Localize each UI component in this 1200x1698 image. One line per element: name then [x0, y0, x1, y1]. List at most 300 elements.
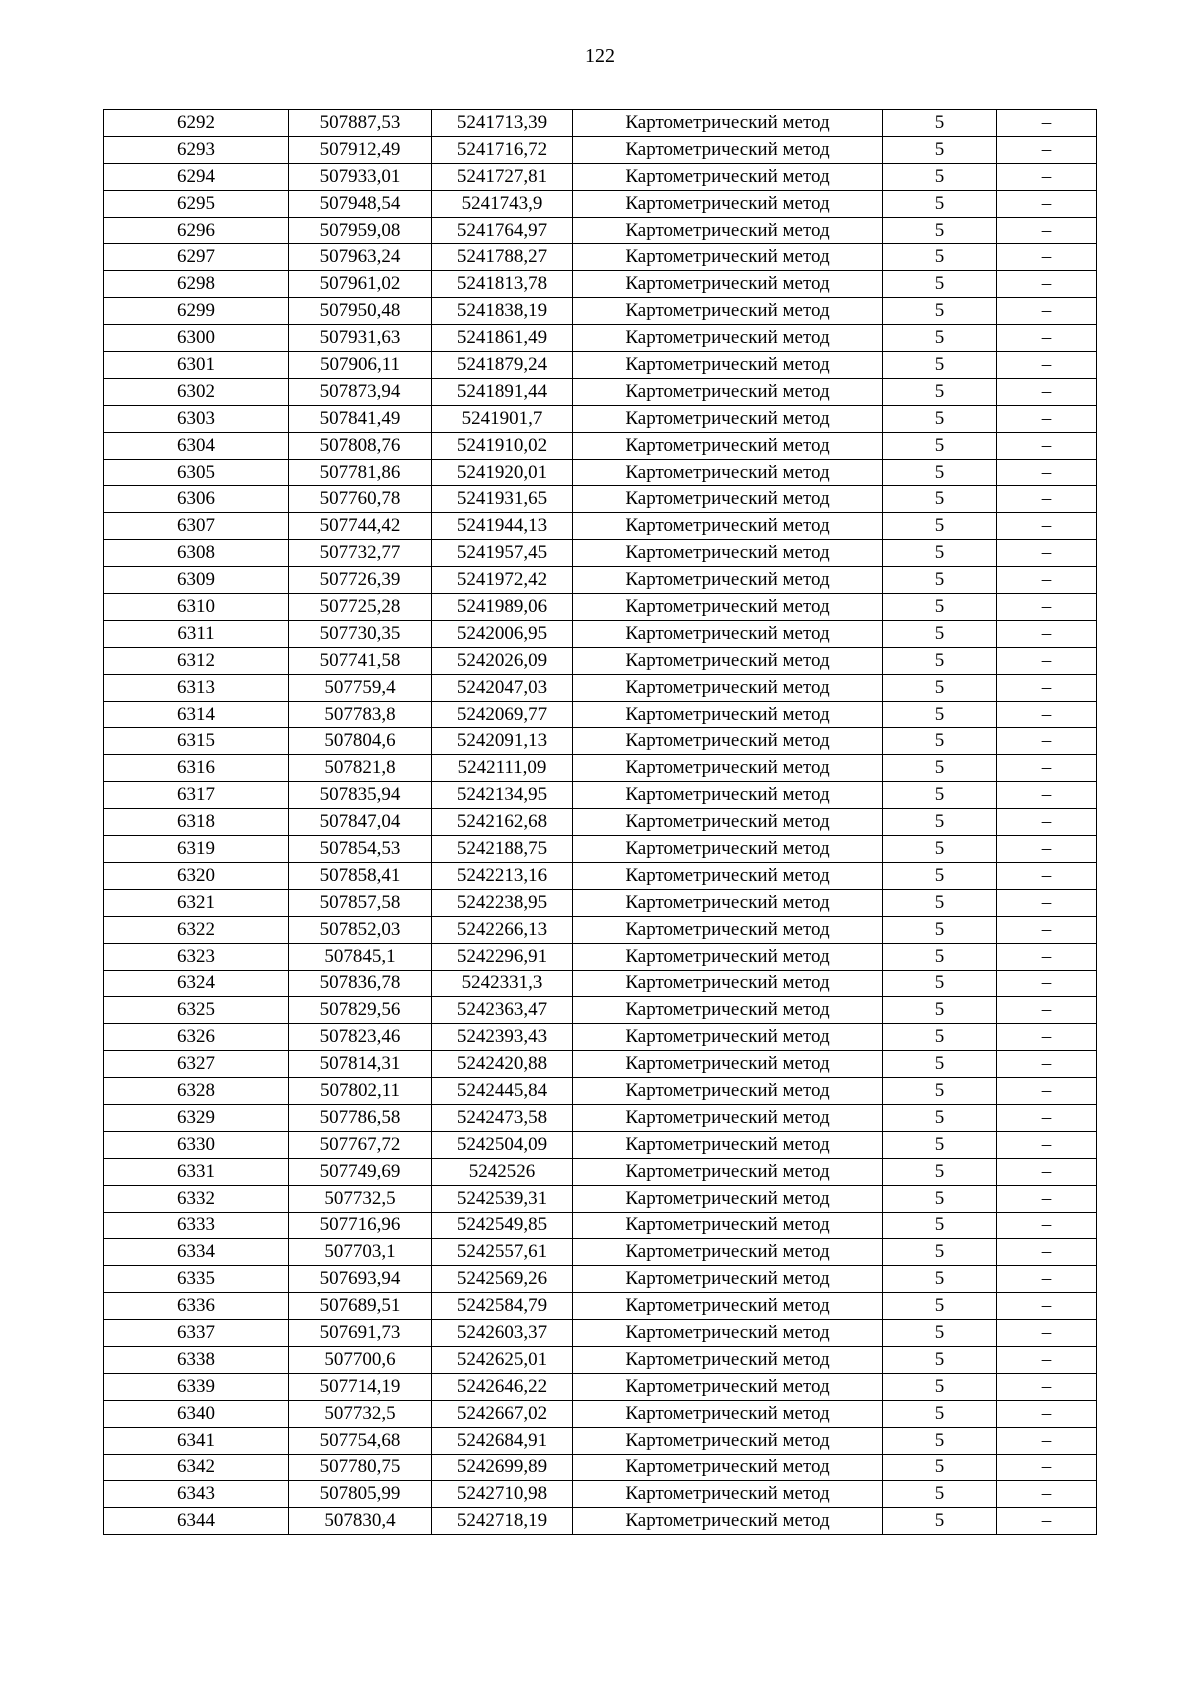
- y-coordinate-cell: 5241838,19: [432, 298, 573, 325]
- x-coordinate-cell: 507759,4: [289, 674, 432, 701]
- accuracy-cell: 5: [883, 1508, 997, 1535]
- accuracy-cell: 5: [883, 1454, 997, 1481]
- point-number-cell: 6313: [104, 674, 289, 701]
- note-cell: –: [997, 136, 1097, 163]
- x-coordinate-cell: 507716,96: [289, 1212, 432, 1239]
- note-cell: –: [997, 567, 1097, 594]
- point-number-cell: 6334: [104, 1239, 289, 1266]
- coordinates-table: [103, 109, 1097, 1535]
- table-row: [104, 809, 1097, 836]
- point-number-cell: 6340: [104, 1400, 289, 1427]
- point-number-cell: 6303: [104, 405, 289, 432]
- method-cell: Картометрический метод: [573, 674, 883, 701]
- point-number-cell: 6314: [104, 701, 289, 728]
- method-cell: Картометрический метод: [573, 701, 883, 728]
- y-coordinate-cell: 5242188,75: [432, 836, 573, 863]
- x-coordinate-cell: 507829,56: [289, 997, 432, 1024]
- point-number-cell: 6302: [104, 378, 289, 405]
- y-coordinate-cell: 5241879,24: [432, 352, 573, 379]
- point-number-cell: 6335: [104, 1266, 289, 1293]
- note-cell: –: [997, 298, 1097, 325]
- method-cell: Картометрический метод: [573, 110, 883, 137]
- y-coordinate-cell: 5241764,97: [432, 217, 573, 244]
- table-row: [104, 271, 1097, 298]
- x-coordinate-cell: 507933,01: [289, 163, 432, 190]
- point-number-cell: 6332: [104, 1185, 289, 1212]
- point-number-cell: 6300: [104, 325, 289, 352]
- table-row: [104, 889, 1097, 916]
- note-cell: –: [997, 1185, 1097, 1212]
- note-cell: –: [997, 620, 1097, 647]
- accuracy-cell: 5: [883, 486, 997, 513]
- point-number-cell: 6316: [104, 755, 289, 782]
- accuracy-cell: 5: [883, 513, 997, 540]
- x-coordinate-cell: 507693,94: [289, 1266, 432, 1293]
- note-cell: –: [997, 1104, 1097, 1131]
- note-cell: –: [997, 836, 1097, 863]
- accuracy-cell: 5: [883, 997, 997, 1024]
- x-coordinate-cell: 507835,94: [289, 782, 432, 809]
- x-coordinate-cell: 507802,11: [289, 1078, 432, 1105]
- point-number-cell: 6333: [104, 1212, 289, 1239]
- table-row: [104, 1024, 1097, 1051]
- table-row: [104, 1266, 1097, 1293]
- note-cell: –: [997, 943, 1097, 970]
- method-cell: Картометрический метод: [573, 1427, 883, 1454]
- accuracy-cell: 5: [883, 1131, 997, 1158]
- x-coordinate-cell: 507836,78: [289, 970, 432, 997]
- note-cell: –: [997, 1373, 1097, 1400]
- coordinates-table-body: [104, 110, 1097, 1535]
- point-number-cell: 6344: [104, 1508, 289, 1535]
- point-number-cell: 6322: [104, 916, 289, 943]
- note-cell: –: [997, 405, 1097, 432]
- note-cell: –: [997, 1024, 1097, 1051]
- x-coordinate-cell: 507780,75: [289, 1454, 432, 1481]
- table-row: [104, 1320, 1097, 1347]
- y-coordinate-cell: 5242006,95: [432, 620, 573, 647]
- method-cell: Картометрический метод: [573, 459, 883, 486]
- accuracy-cell: 5: [883, 1185, 997, 1212]
- method-cell: Картометрический метод: [573, 1346, 883, 1373]
- accuracy-cell: 5: [883, 1212, 997, 1239]
- accuracy-cell: 5: [883, 163, 997, 190]
- note-cell: –: [997, 486, 1097, 513]
- table-row: [104, 836, 1097, 863]
- y-coordinate-cell: 5242667,02: [432, 1400, 573, 1427]
- x-coordinate-cell: 507852,03: [289, 916, 432, 943]
- note-cell: –: [997, 217, 1097, 244]
- y-coordinate-cell: 5241861,49: [432, 325, 573, 352]
- x-coordinate-cell: 507830,4: [289, 1508, 432, 1535]
- note-cell: –: [997, 432, 1097, 459]
- y-coordinate-cell: 5241957,45: [432, 540, 573, 567]
- y-coordinate-cell: 5242549,85: [432, 1212, 573, 1239]
- table-row: [104, 1158, 1097, 1185]
- accuracy-cell: 5: [883, 136, 997, 163]
- method-cell: Картометрический метод: [573, 298, 883, 325]
- x-coordinate-cell: 507767,72: [289, 1131, 432, 1158]
- y-coordinate-cell: 5242134,95: [432, 782, 573, 809]
- table-row: [104, 728, 1097, 755]
- accuracy-cell: 5: [883, 540, 997, 567]
- x-coordinate-cell: 507858,41: [289, 862, 432, 889]
- method-cell: Картометрический метод: [573, 1320, 883, 1347]
- point-number-cell: 6296: [104, 217, 289, 244]
- note-cell: –: [997, 325, 1097, 352]
- accuracy-cell: 5: [883, 1104, 997, 1131]
- method-cell: Картометрический метод: [573, 1212, 883, 1239]
- method-cell: Картометрический метод: [573, 1051, 883, 1078]
- table-row: [104, 782, 1097, 809]
- accuracy-cell: 5: [883, 620, 997, 647]
- y-coordinate-cell: 5241788,27: [432, 244, 573, 271]
- y-coordinate-cell: 5241944,13: [432, 513, 573, 540]
- accuracy-cell: 5: [883, 271, 997, 298]
- y-coordinate-cell: 5242069,77: [432, 701, 573, 728]
- note-cell: –: [997, 1131, 1097, 1158]
- y-coordinate-cell: 5242710,98: [432, 1481, 573, 1508]
- y-coordinate-cell: 5241972,42: [432, 567, 573, 594]
- note-cell: –: [997, 1481, 1097, 1508]
- method-cell: Картометрический метод: [573, 405, 883, 432]
- point-number-cell: 6330: [104, 1131, 289, 1158]
- table-row: [104, 862, 1097, 889]
- method-cell: Картометрический метод: [573, 540, 883, 567]
- table-row: [104, 1212, 1097, 1239]
- y-coordinate-cell: 5242420,88: [432, 1051, 573, 1078]
- y-coordinate-cell: 5241901,7: [432, 405, 573, 432]
- accuracy-cell: 5: [883, 1373, 997, 1400]
- accuracy-cell: 5: [883, 190, 997, 217]
- point-number-cell: 6298: [104, 271, 289, 298]
- table-row: [104, 647, 1097, 674]
- table-row: [104, 432, 1097, 459]
- note-cell: –: [997, 728, 1097, 755]
- method-cell: Картометрический метод: [573, 836, 883, 863]
- accuracy-cell: 5: [883, 1293, 997, 1320]
- note-cell: –: [997, 1239, 1097, 1266]
- point-number-cell: 6342: [104, 1454, 289, 1481]
- note-cell: –: [997, 755, 1097, 782]
- x-coordinate-cell: 507854,53: [289, 836, 432, 863]
- accuracy-cell: 5: [883, 352, 997, 379]
- table-row: [104, 1104, 1097, 1131]
- method-cell: Картометрический метод: [573, 190, 883, 217]
- method-cell: Картометрический метод: [573, 163, 883, 190]
- point-number-cell: 6336: [104, 1293, 289, 1320]
- point-number-cell: 6297: [104, 244, 289, 271]
- point-number-cell: 6293: [104, 136, 289, 163]
- y-coordinate-cell: 5242625,01: [432, 1346, 573, 1373]
- method-cell: Картометрический метод: [573, 1185, 883, 1212]
- table-row: [104, 1346, 1097, 1373]
- note-cell: –: [997, 970, 1097, 997]
- table-row: [104, 190, 1097, 217]
- table-row: [104, 701, 1097, 728]
- table-row: [104, 1373, 1097, 1400]
- x-coordinate-cell: 507961,02: [289, 271, 432, 298]
- point-number-cell: 6326: [104, 1024, 289, 1051]
- x-coordinate-cell: 507873,94: [289, 378, 432, 405]
- table-row: [104, 325, 1097, 352]
- method-cell: Картометрический метод: [573, 244, 883, 271]
- point-number-cell: 6323: [104, 943, 289, 970]
- point-number-cell: 6306: [104, 486, 289, 513]
- point-number-cell: 6325: [104, 997, 289, 1024]
- accuracy-cell: 5: [883, 244, 997, 271]
- note-cell: –: [997, 1293, 1097, 1320]
- note-cell: –: [997, 1158, 1097, 1185]
- accuracy-cell: 5: [883, 378, 997, 405]
- note-cell: –: [997, 1454, 1097, 1481]
- table-row: [104, 540, 1097, 567]
- x-coordinate-cell: 507887,53: [289, 110, 432, 137]
- method-cell: Картометрический метод: [573, 997, 883, 1024]
- y-coordinate-cell: 5241931,65: [432, 486, 573, 513]
- x-coordinate-cell: 507730,35: [289, 620, 432, 647]
- note-cell: –: [997, 1051, 1097, 1078]
- y-coordinate-cell: 5241813,78: [432, 271, 573, 298]
- accuracy-cell: 5: [883, 809, 997, 836]
- note-cell: –: [997, 1400, 1097, 1427]
- y-coordinate-cell: 5242699,89: [432, 1454, 573, 1481]
- x-coordinate-cell: 507754,68: [289, 1427, 432, 1454]
- point-number-cell: 6319: [104, 836, 289, 863]
- y-coordinate-cell: 5241989,06: [432, 594, 573, 621]
- note-cell: –: [997, 513, 1097, 540]
- x-coordinate-cell: 507912,49: [289, 136, 432, 163]
- method-cell: Картометрический метод: [573, 136, 883, 163]
- x-coordinate-cell: 507749,69: [289, 1158, 432, 1185]
- y-coordinate-cell: 5242539,31: [432, 1185, 573, 1212]
- method-cell: Картометрический метод: [573, 647, 883, 674]
- method-cell: Картометрический метод: [573, 1373, 883, 1400]
- table-row: [104, 378, 1097, 405]
- accuracy-cell: 5: [883, 1078, 997, 1105]
- accuracy-cell: 5: [883, 701, 997, 728]
- method-cell: Картометрический метод: [573, 1024, 883, 1051]
- note-cell: –: [997, 916, 1097, 943]
- point-number-cell: 6307: [104, 513, 289, 540]
- note-cell: –: [997, 1266, 1097, 1293]
- y-coordinate-cell: 5242473,58: [432, 1104, 573, 1131]
- point-number-cell: 6328: [104, 1078, 289, 1105]
- note-cell: –: [997, 244, 1097, 271]
- point-number-cell: 6304: [104, 432, 289, 459]
- method-cell: Картометрический метод: [573, 1293, 883, 1320]
- accuracy-cell: 5: [883, 889, 997, 916]
- point-number-cell: 6305: [104, 459, 289, 486]
- x-coordinate-cell: 507703,1: [289, 1239, 432, 1266]
- table-row: [104, 459, 1097, 486]
- y-coordinate-cell: 5242393,43: [432, 1024, 573, 1051]
- note-cell: –: [997, 459, 1097, 486]
- x-coordinate-cell: 507741,58: [289, 647, 432, 674]
- x-coordinate-cell: 507732,77: [289, 540, 432, 567]
- y-coordinate-cell: 5242584,79: [432, 1293, 573, 1320]
- method-cell: Картометрический метод: [573, 862, 883, 889]
- point-number-cell: 6343: [104, 1481, 289, 1508]
- note-cell: –: [997, 594, 1097, 621]
- y-coordinate-cell: 5242684,91: [432, 1427, 573, 1454]
- note-cell: –: [997, 1427, 1097, 1454]
- x-coordinate-cell: 507714,19: [289, 1373, 432, 1400]
- note-cell: –: [997, 352, 1097, 379]
- note-cell: –: [997, 809, 1097, 836]
- accuracy-cell: 5: [883, 459, 997, 486]
- point-number-cell: 6327: [104, 1051, 289, 1078]
- x-coordinate-cell: 507760,78: [289, 486, 432, 513]
- table-row: [104, 620, 1097, 647]
- accuracy-cell: 5: [883, 1481, 997, 1508]
- point-number-cell: 6310: [104, 594, 289, 621]
- method-cell: Картометрический метод: [573, 620, 883, 647]
- note-cell: –: [997, 1508, 1097, 1535]
- x-coordinate-cell: 507847,04: [289, 809, 432, 836]
- note-cell: –: [997, 1212, 1097, 1239]
- note-cell: –: [997, 782, 1097, 809]
- x-coordinate-cell: 507906,11: [289, 352, 432, 379]
- x-coordinate-cell: 507725,28: [289, 594, 432, 621]
- y-coordinate-cell: 5241743,9: [432, 190, 573, 217]
- method-cell: Картометрический метод: [573, 432, 883, 459]
- method-cell: Картометрический метод: [573, 486, 883, 513]
- point-number-cell: 6295: [104, 190, 289, 217]
- accuracy-cell: 5: [883, 567, 997, 594]
- y-coordinate-cell: 5242504,09: [432, 1131, 573, 1158]
- accuracy-cell: 5: [883, 217, 997, 244]
- x-coordinate-cell: 507963,24: [289, 244, 432, 271]
- point-number-cell: 6299: [104, 298, 289, 325]
- table-row: [104, 513, 1097, 540]
- point-number-cell: 6331: [104, 1158, 289, 1185]
- accuracy-cell: 5: [883, 862, 997, 889]
- accuracy-cell: 5: [883, 1346, 997, 1373]
- y-coordinate-cell: 5242557,61: [432, 1239, 573, 1266]
- accuracy-cell: 5: [883, 755, 997, 782]
- table-row: [104, 755, 1097, 782]
- table-row: [104, 1427, 1097, 1454]
- table-row: [104, 970, 1097, 997]
- x-coordinate-cell: 507823,46: [289, 1024, 432, 1051]
- x-coordinate-cell: 507804,6: [289, 728, 432, 755]
- x-coordinate-cell: 507805,99: [289, 1481, 432, 1508]
- method-cell: Картометрический метод: [573, 1481, 883, 1508]
- point-number-cell: 6312: [104, 647, 289, 674]
- x-coordinate-cell: 507732,5: [289, 1400, 432, 1427]
- note-cell: –: [997, 378, 1097, 405]
- table-row: [104, 405, 1097, 432]
- x-coordinate-cell: 507691,73: [289, 1320, 432, 1347]
- method-cell: Картометрический метод: [573, 217, 883, 244]
- method-cell: Картометрический метод: [573, 1078, 883, 1105]
- y-coordinate-cell: 5242111,09: [432, 755, 573, 782]
- note-cell: –: [997, 647, 1097, 674]
- method-cell: Картометрический метод: [573, 567, 883, 594]
- y-coordinate-cell: 5242331,3: [432, 970, 573, 997]
- page-number: 122: [585, 45, 615, 67]
- table-row: [104, 674, 1097, 701]
- table-row: [104, 136, 1097, 163]
- note-cell: –: [997, 540, 1097, 567]
- accuracy-cell: 5: [883, 970, 997, 997]
- y-coordinate-cell: 5242718,19: [432, 1508, 573, 1535]
- table-row: [104, 594, 1097, 621]
- table-row: [104, 110, 1097, 137]
- accuracy-cell: 5: [883, 1427, 997, 1454]
- method-cell: Картометрический метод: [573, 782, 883, 809]
- accuracy-cell: 5: [883, 1266, 997, 1293]
- accuracy-cell: 5: [883, 1320, 997, 1347]
- note-cell: –: [997, 1320, 1097, 1347]
- point-number-cell: 6315: [104, 728, 289, 755]
- table-row: [104, 244, 1097, 271]
- point-number-cell: 6321: [104, 889, 289, 916]
- y-coordinate-cell: 5241920,01: [432, 459, 573, 486]
- table-row: [104, 1185, 1097, 1212]
- y-coordinate-cell: 5242213,16: [432, 862, 573, 889]
- accuracy-cell: 5: [883, 782, 997, 809]
- table-row: [104, 1051, 1097, 1078]
- method-cell: Картометрический метод: [573, 1104, 883, 1131]
- note-cell: –: [997, 271, 1097, 298]
- accuracy-cell: 5: [883, 943, 997, 970]
- y-coordinate-cell: 5242603,37: [432, 1320, 573, 1347]
- x-coordinate-cell: 507931,63: [289, 325, 432, 352]
- x-coordinate-cell: 507959,08: [289, 217, 432, 244]
- y-coordinate-cell: 5242091,13: [432, 728, 573, 755]
- table-row: [104, 1131, 1097, 1158]
- point-number-cell: 6301: [104, 352, 289, 379]
- accuracy-cell: 5: [883, 1024, 997, 1051]
- y-coordinate-cell: 5242526: [432, 1158, 573, 1185]
- y-coordinate-cell: 5241716,72: [432, 136, 573, 163]
- point-number-cell: 6309: [104, 567, 289, 594]
- point-number-cell: 6324: [104, 970, 289, 997]
- method-cell: Картометрический метод: [573, 325, 883, 352]
- table-row: [104, 1078, 1097, 1105]
- accuracy-cell: 5: [883, 674, 997, 701]
- method-cell: Картометрический метод: [573, 352, 883, 379]
- x-coordinate-cell: 507700,6: [289, 1346, 432, 1373]
- y-coordinate-cell: 5242569,26: [432, 1266, 573, 1293]
- x-coordinate-cell: 507948,54: [289, 190, 432, 217]
- accuracy-cell: 5: [883, 325, 997, 352]
- method-cell: Картометрический метод: [573, 728, 883, 755]
- accuracy-cell: 5: [883, 916, 997, 943]
- x-coordinate-cell: 507814,31: [289, 1051, 432, 1078]
- method-cell: Картометрический метод: [573, 1454, 883, 1481]
- method-cell: Картометрический метод: [573, 378, 883, 405]
- method-cell: Картометрический метод: [573, 970, 883, 997]
- y-coordinate-cell: 5242026,09: [432, 647, 573, 674]
- note-cell: –: [997, 701, 1097, 728]
- note-cell: –: [997, 1078, 1097, 1105]
- table-row: [104, 1508, 1097, 1535]
- table-row: [104, 567, 1097, 594]
- accuracy-cell: 5: [883, 110, 997, 137]
- y-coordinate-cell: 5242266,13: [432, 916, 573, 943]
- method-cell: Картометрический метод: [573, 1239, 883, 1266]
- accuracy-cell: 5: [883, 594, 997, 621]
- method-cell: Картометрический метод: [573, 513, 883, 540]
- x-coordinate-cell: 507845,1: [289, 943, 432, 970]
- note-cell: –: [997, 110, 1097, 137]
- method-cell: Картометрический метод: [573, 1158, 883, 1185]
- table-row: [104, 163, 1097, 190]
- accuracy-cell: 5: [883, 405, 997, 432]
